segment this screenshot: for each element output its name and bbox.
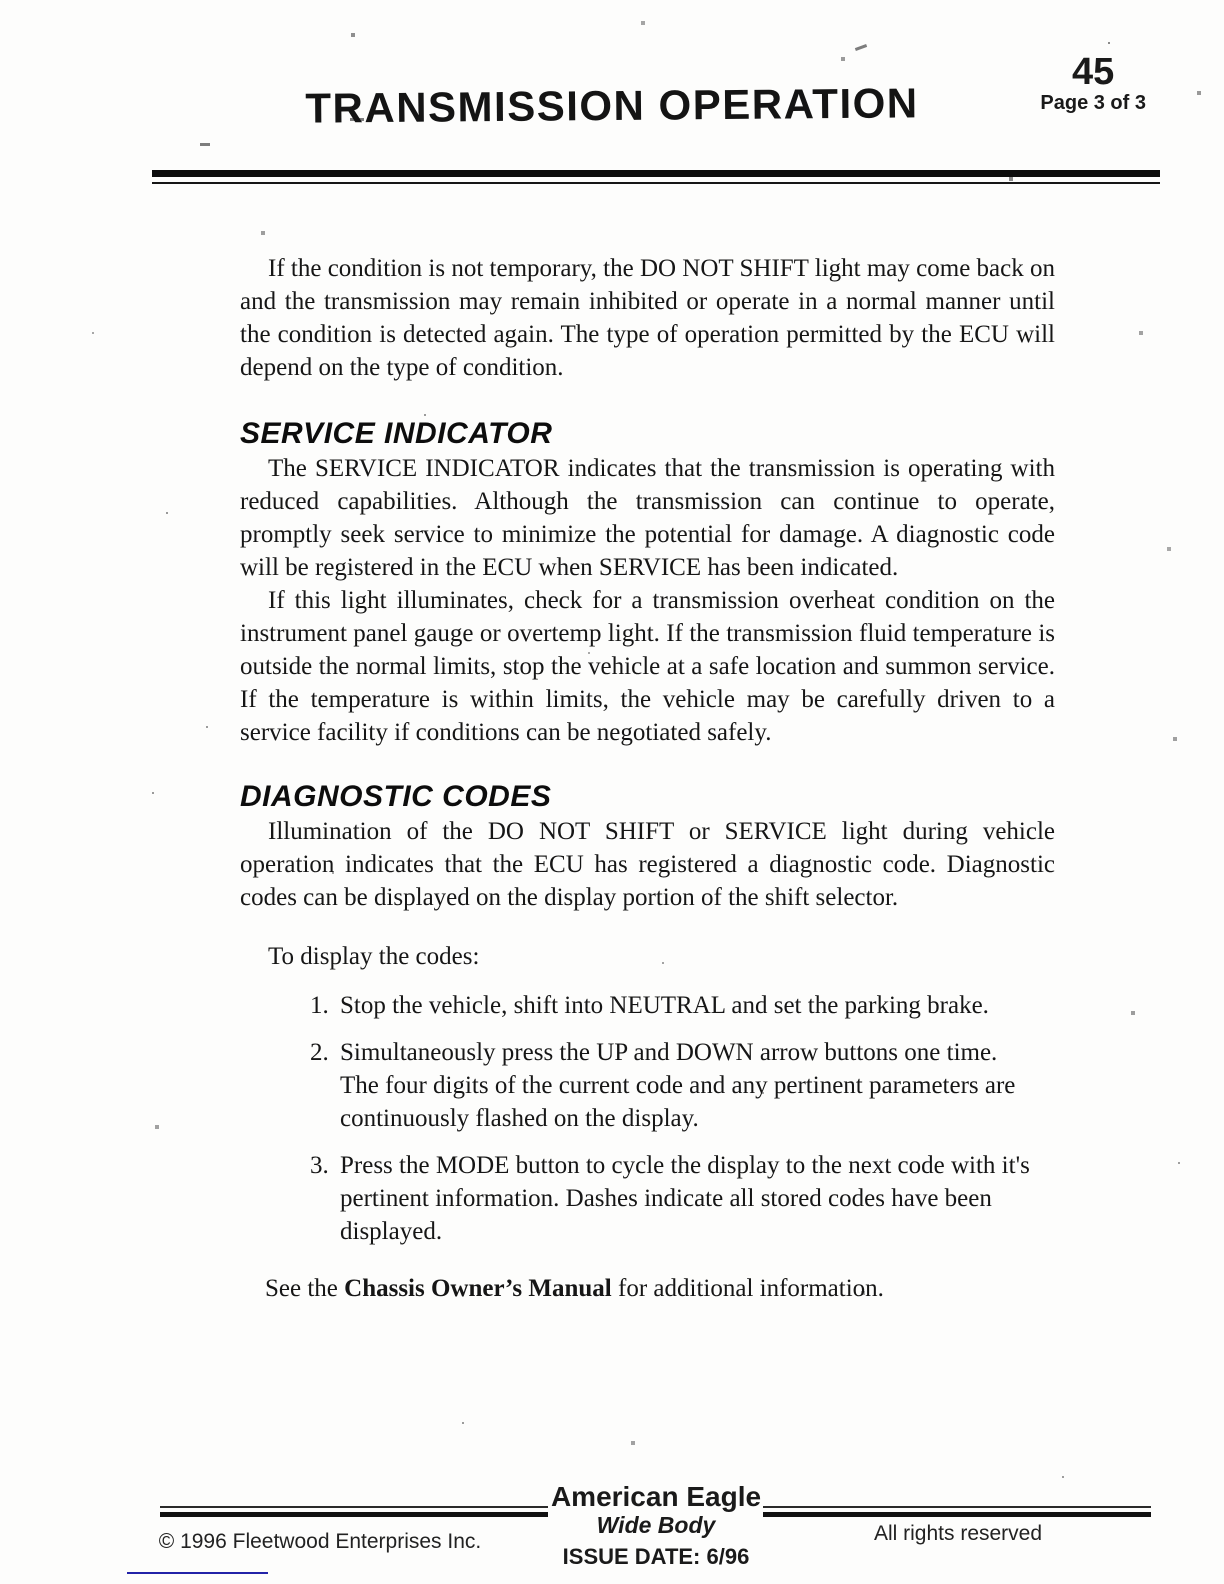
bottom-blue-line xyxy=(127,1572,268,1574)
scan-artifact-dash xyxy=(200,143,210,146)
page-number-block xyxy=(1040,52,1146,114)
scan-artifact-dash xyxy=(855,44,867,51)
brand-name: American Eagle xyxy=(550,1481,762,1512)
copyright-notice: © 1996 Fleetwood Enterprises Inc. xyxy=(158,1530,482,1553)
step-text: Stop the vehicle, shift into NEUTRAL and set the parking brake. xyxy=(340,992,989,1019)
codes-intro-line: To display the codes: xyxy=(268,943,480,970)
page-count-label: Page 3 of 3 xyxy=(1040,92,1146,114)
section-heading-service-indicator: SERVICE INDICATOR xyxy=(240,417,553,450)
step-text: Press the MODE button to cycle the display to the next code with it's pertinent information. Dashes indicate all stored codes have been displayed. xyxy=(340,1152,1030,1245)
divider-thick-line xyxy=(160,1512,548,1517)
list-item xyxy=(310,1036,1055,1135)
document-body xyxy=(240,252,1055,1305)
step-number: 2. xyxy=(310,1039,329,1066)
list-item xyxy=(310,1149,1055,1248)
brand-model: Wide Body xyxy=(596,1512,716,1538)
step-number: 3. xyxy=(310,1152,329,1179)
step-text: Simultaneously press the UP and DOWN arrow buttons one time. The four digits of the current code and any pertinent parameters are continuously flashed on the display. xyxy=(340,1039,1016,1132)
section-heading-diagnostic-codes: DIAGNOSTIC CODES xyxy=(240,780,552,813)
rights-reserved-label: All rights reserved xyxy=(873,1522,1043,1545)
footer-brand-block xyxy=(551,1482,761,1570)
footer-divider-left xyxy=(160,1506,548,1517)
page-title: TRANSMISSION OPERATION xyxy=(305,79,919,132)
divider-thin-line xyxy=(763,1506,1151,1508)
chassis-owners-manual-bold: Chassis Owner’s Manual xyxy=(344,1275,612,1302)
closing-prefix: See the xyxy=(265,1275,345,1302)
divider-thin-line xyxy=(160,1506,548,1508)
scan-noise xyxy=(0,0,2,2)
closing-suffix: for additional information. xyxy=(611,1275,884,1302)
header-divider xyxy=(152,170,1160,184)
page-number: 45 xyxy=(1072,51,1115,93)
issue-date: ISSUE DATE: 6/96 xyxy=(562,1544,750,1569)
step-number: 1. xyxy=(310,992,329,1019)
divider-thin-line xyxy=(152,182,1160,184)
footer-divider-right xyxy=(763,1506,1151,1517)
diagnostic-paragraph: Illumination of the DO NOT SHIFT or SERVICE light during vehicle operation indicates that the ECU has registered a diagnostic code. Diagnostic codes can be displayed on the display portion of the shift selector. xyxy=(240,818,1055,911)
closing-reference-line xyxy=(240,1272,1055,1305)
divider-thick-line xyxy=(152,170,1160,177)
intro-paragraph: If the condition is not temporary, the DO NOT SHIFT light may come back on and the transmission may remain inhibited or operate in a normal manner until the condition is detected again. The type of operation permitted by the ECU will depend on the type of condition. xyxy=(240,255,1055,381)
list-item xyxy=(310,989,1055,1022)
service-paragraph-1: The SERVICE INDICATOR indicates that the transmission is operating with reduced capabilities. Although the transmission can continue to operate, promptly seek service to minimize the potential for damage. A diagnostic code will be registered in the ECU when SERVICE has been indicated. xyxy=(240,455,1055,581)
divider-thick-line xyxy=(763,1512,1151,1517)
numbered-steps-list xyxy=(240,989,1055,1248)
service-paragraph-2: If this light illuminates, check for a transmission overheat condition on the instrument panel gauge or overtemp light. If the transmission fluid temperature is outside the normal limits, stop the vehicle at a safe location and summon service. If the temperature is within limits, the vehicle may be carefully driven to a service facility if conditions can be negotiated safely. xyxy=(240,587,1055,746)
